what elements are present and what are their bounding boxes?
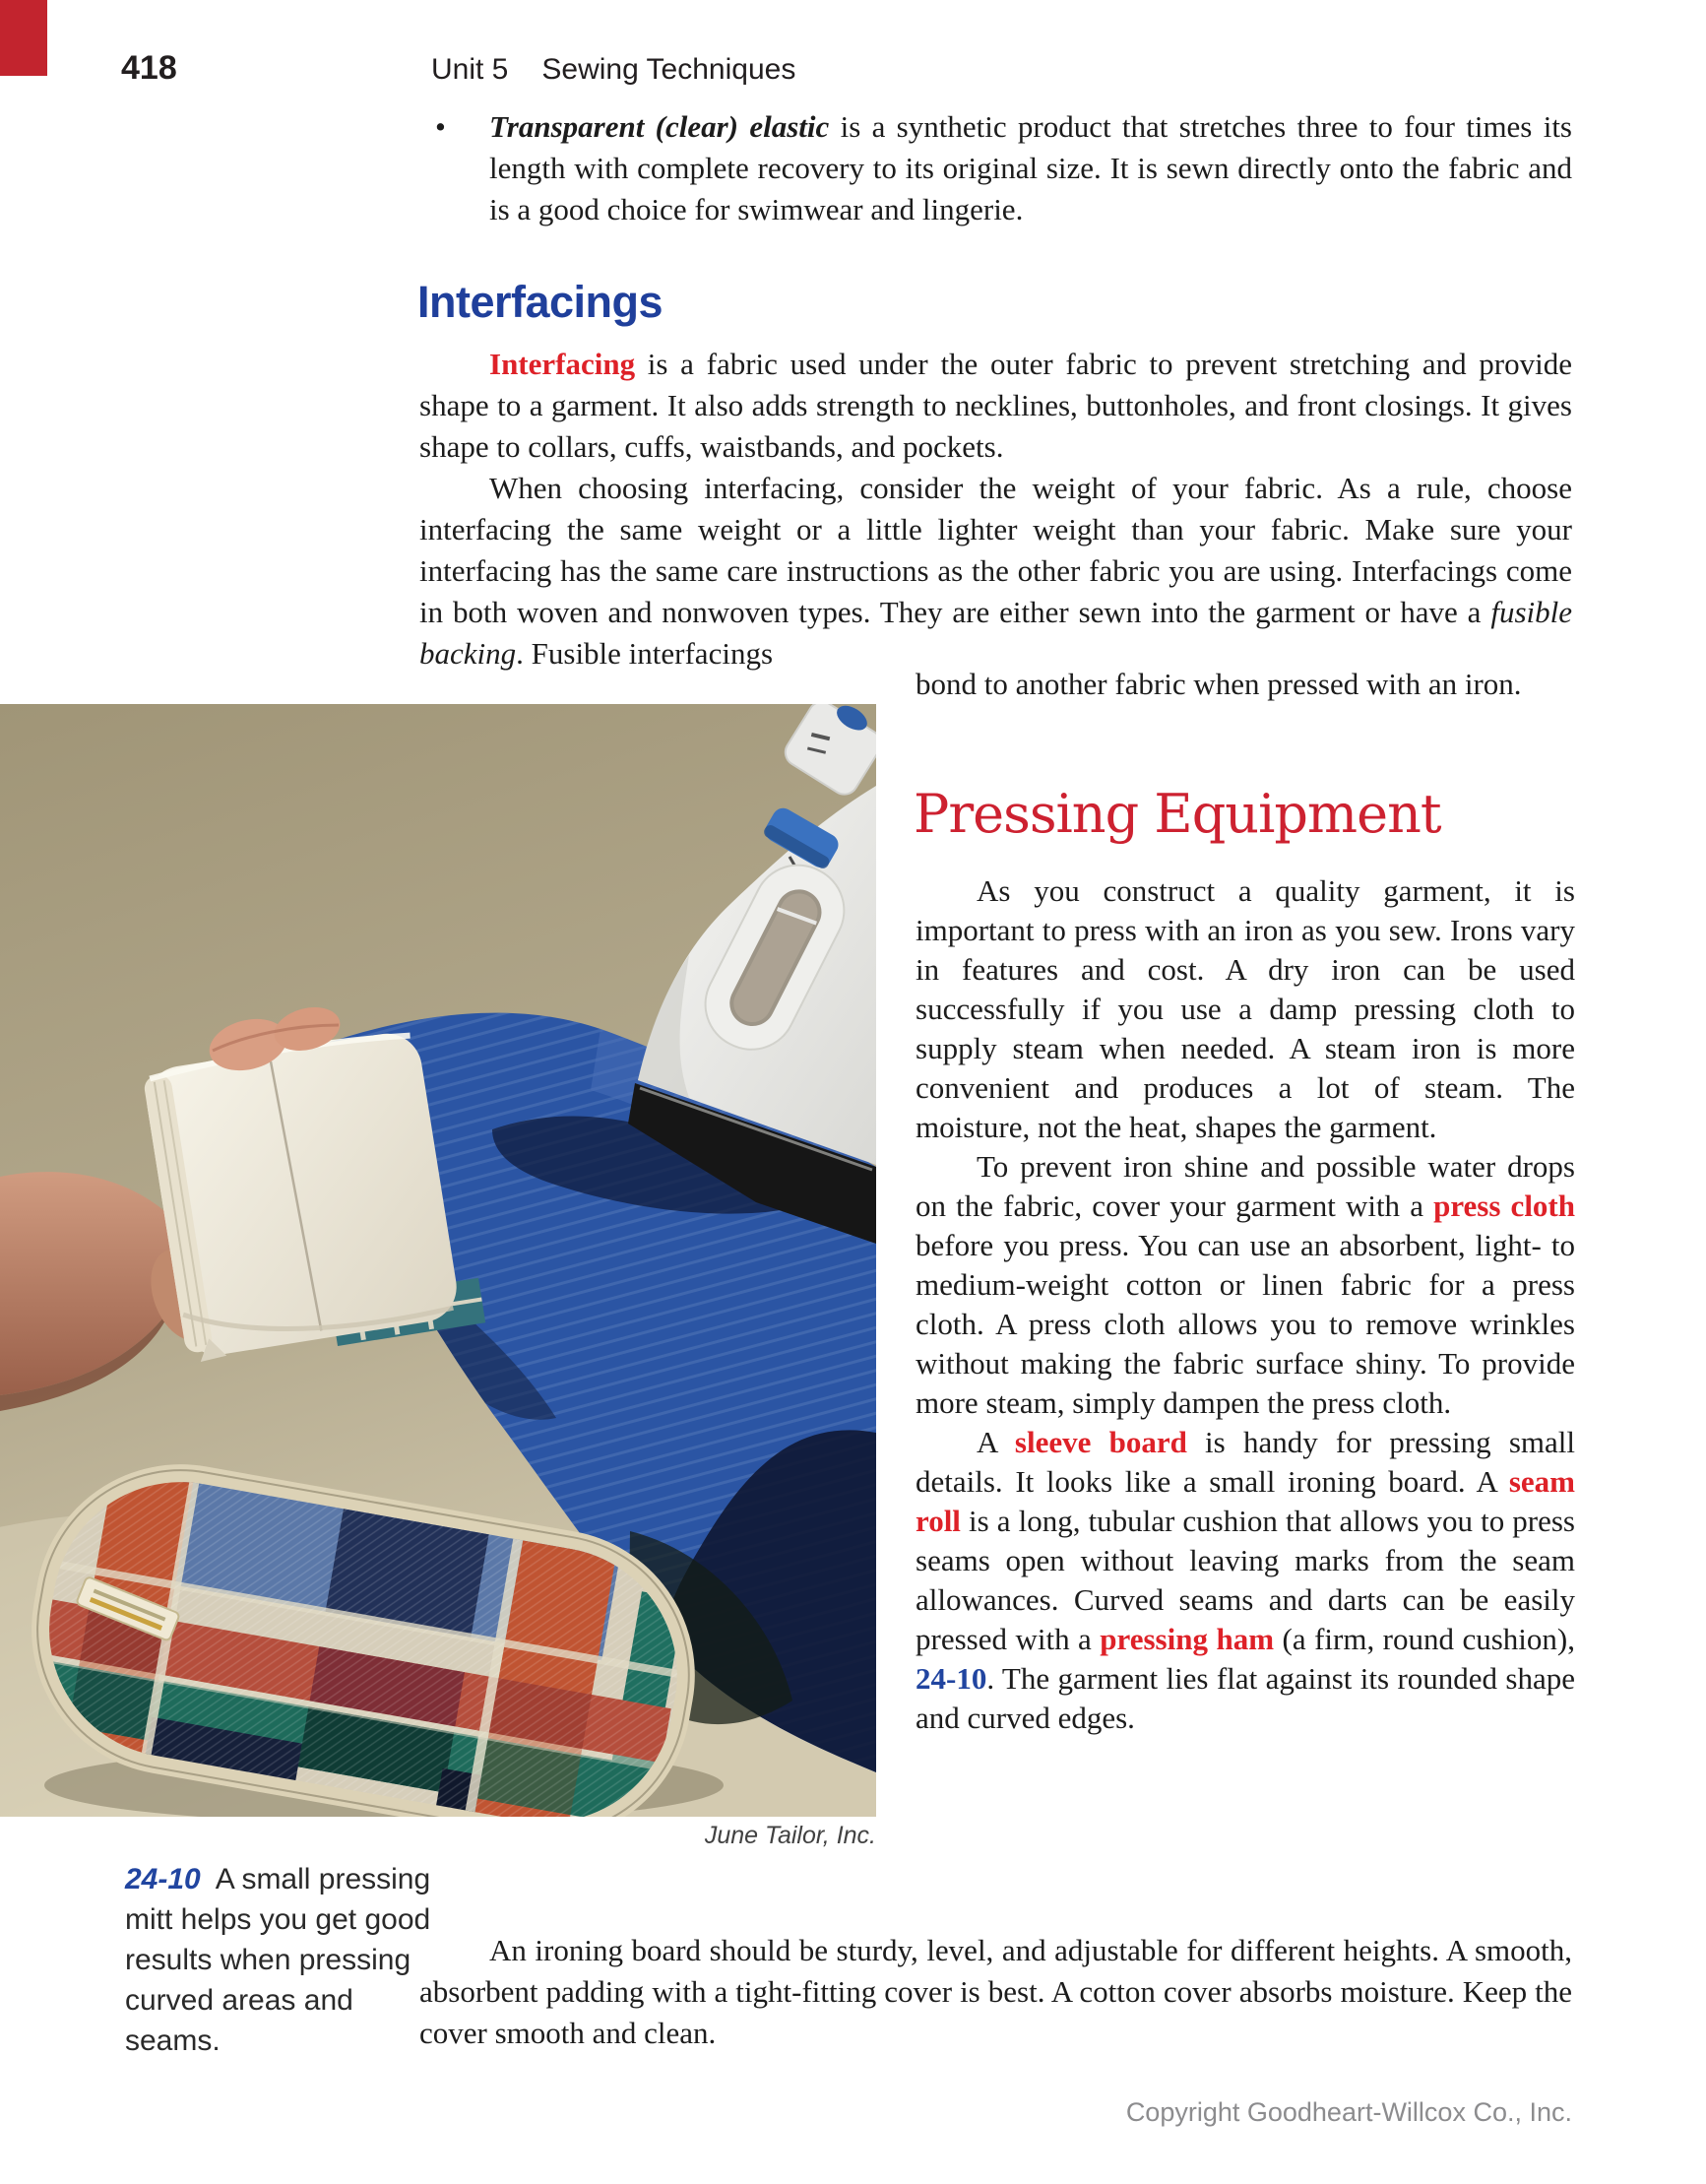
interfacings-body	[419, 344, 1572, 674]
running-head	[431, 53, 795, 87]
chapter-heading-pressing-equipment: Pressing Equipment	[914, 783, 1441, 845]
paragraph	[916, 1423, 1575, 1738]
paragraph	[916, 871, 1575, 1147]
interfacings-body-continued	[916, 665, 1575, 704]
bullet-item	[419, 106, 1572, 230]
pressing-body	[916, 871, 1575, 1738]
text-segment: pressing ham	[1100, 1622, 1275, 1656]
text-segment: To prevent iron shine and possible water drops on the fabric, cover your garment with a	[916, 1149, 1575, 1223]
text-segment: before you press. You can use an absorbent, light- to medium-weight cotton or linen fabric for a press cloth. A press cloth allows you to remove wrinkles without making the fabric surface shiny. To provide more steam, simply dampen the press cloth.	[916, 1228, 1575, 1420]
running-head-title: Sewing Techniques	[541, 53, 796, 86]
text-segment: press cloth	[1433, 1188, 1575, 1223]
text-segment: Transparent (clear) elastic	[489, 109, 830, 144]
photo-credit: June Tailor, Inc.	[704, 1822, 876, 1849]
section-heading-interfacings: Interfacings	[417, 277, 663, 327]
text-segment: seam roll	[916, 1464, 1575, 1538]
text-segment: sleeve board	[1014, 1425, 1187, 1459]
text-segment: is a synthetic product that stretches three to four times its length with complete recovery to its original size. It is sewn directly onto the fabric and is a good choice for swimwear and lingerie.	[489, 109, 1572, 226]
text-segment: An ironing board should be sturdy, level, and adjustable for different heights. A smooth, absorbent padding with a tight-fitting cover is best. A cotton cover absorbs moisture. Keep the cover smooth and clean.	[419, 1933, 1572, 2050]
text-segment: Interfacing	[489, 347, 636, 381]
text-segment: . The garment lies flat against its rounded shape and curved edges.	[916, 1661, 1575, 1735]
paragraph	[419, 1930, 1572, 2054]
pressing-mitt-photo	[0, 704, 876, 1817]
copyright-line: Copyright Goodheart-Willcox Co., Inc.	[1125, 2097, 1572, 2127]
text-segment: A	[977, 1425, 1015, 1459]
page-edge-tab	[0, 0, 47, 76]
text-segment: fusible backing	[419, 595, 1572, 671]
text-segment: is a fabric used under the outer fabric to prevent stretching and provide shape to a garment. It also adds strength to necklines, buttonholes, and front closings. It gives shape to collars, cuffs, waistbands, and pockets.	[419, 347, 1572, 464]
bullet-icon: •	[435, 109, 446, 144]
figure-caption	[125, 1859, 432, 2061]
text-segment: A small pressing mitt helps you get good results when pressing curved areas and seams.	[125, 1863, 431, 2057]
text-segment: 24-10	[916, 1661, 987, 1696]
bullet-item-text	[489, 106, 1572, 230]
text-segment: . Fusible interfacings	[516, 636, 774, 671]
page-number: 418	[121, 49, 177, 87]
text-segment: is a long, tubular cushion that allows you to press seams open without leaving marks from the seam allowances. Curved seams and darts can be easily pressed with a	[916, 1504, 1575, 1656]
ironing-board-paragraph	[419, 1930, 1572, 2054]
text-segment: bond to another fabric when pressed with an iron.	[916, 667, 1522, 701]
paragraph	[419, 468, 1572, 674]
figure-photo	[0, 704, 876, 1817]
paragraph	[916, 1147, 1575, 1423]
text-segment: (a firm, round cushion),	[1274, 1622, 1575, 1656]
text-segment: As you construct a quality garment, it is important to press with an iron as you sew. Irons vary in features and cost. A dry iron can be used successfully if you use a damp pressing cloth to supply steam when needed. A steam iron is more convenient and produces a lot of steam. The moisture, not the heat, shapes the garment.	[916, 873, 1575, 1144]
paragraph	[419, 344, 1572, 468]
text-segment: 24-10	[125, 1863, 201, 1895]
text-segment: is handy for pressing small details. It looks like a small ironing board. A	[916, 1425, 1575, 1499]
running-head-unit: Unit 5	[431, 53, 509, 86]
text-segment: When choosing interfacing, consider the weight of your fabric. As a rule, choose interfacing the same weight or a little lighter weight than your fabric. Make sure your interfacing has the same care instructions as the other fabric you are using. Interfacings come in both woven and nonwoven types. They are either sewn into the garment or have a	[419, 471, 1572, 629]
